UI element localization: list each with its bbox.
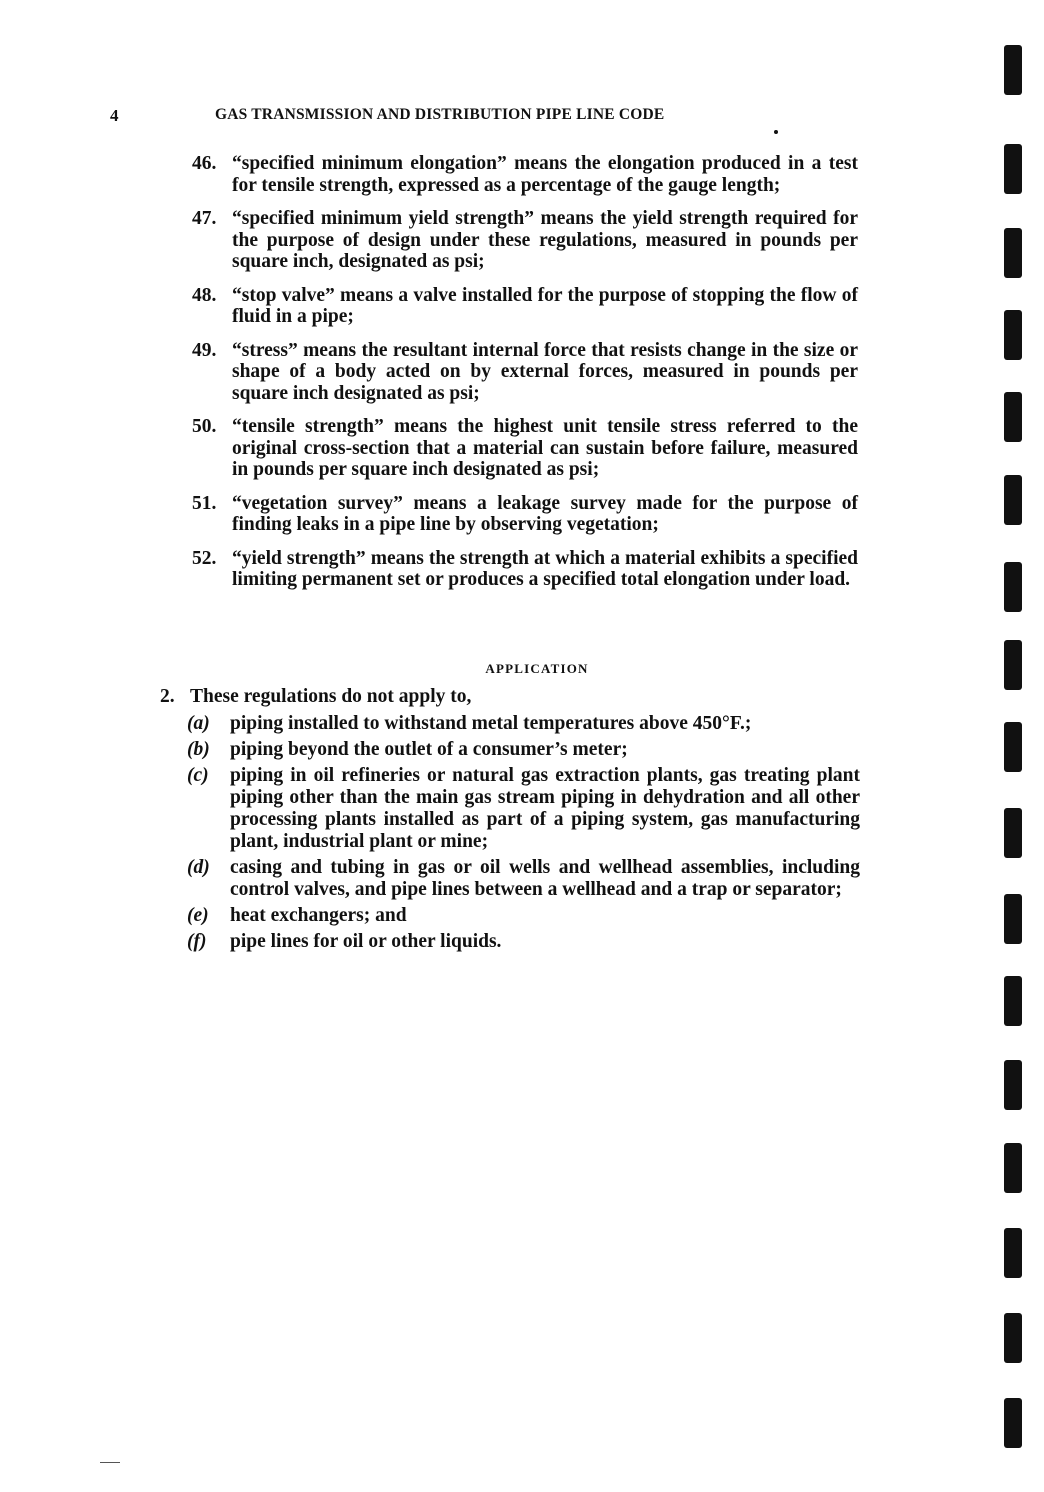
section-intro-text: These regulations do not apply to, <box>190 686 472 707</box>
definition-text: “yield strength” means the strength at which a material exhibits a specified limiting permanent set or produces a specified total elongation under load. <box>232 547 858 590</box>
definition-number: 46. <box>192 153 217 174</box>
clause-label: (a) <box>187 713 210 734</box>
definition-47 <box>192 208 858 273</box>
clause-d <box>187 857 860 901</box>
definition-number: 51. <box>192 492 217 514</box>
definition-text: “specified minimum elongation” means the elongation produced in a test for tensile strength, expressed as a percentage of the gauge length; <box>232 153 858 196</box>
clause-text: piping beyond the outlet of a consumer’s meter; <box>230 739 628 760</box>
binding-hole <box>1004 722 1022 772</box>
binding-hole <box>1004 310 1022 360</box>
clause-label: (d) <box>187 857 210 878</box>
section-intro <box>160 686 860 708</box>
binding-hole <box>1004 1313 1022 1363</box>
definition-50 <box>192 416 858 481</box>
clause-text: piping in oil refineries or natural gas extraction plants, gas treating plant piping other than the main gas stream piping in dehydration and all other processing plants installed as part of a piping system, gas manufacturing plant, industrial plant or mine; <box>230 765 860 852</box>
definition-48 <box>192 285 858 328</box>
binding-hole <box>1004 392 1022 442</box>
binding-hole <box>1004 808 1022 858</box>
definition-46 <box>192 153 858 196</box>
definition-number: 49. <box>192 339 217 361</box>
clause-label: (b) <box>187 739 210 760</box>
clause-list <box>187 713 860 953</box>
binding-hole <box>1004 640 1022 690</box>
binding-hole <box>1004 1228 1022 1278</box>
definition-text: “specified minimum yield strength” means the yield strength required for the purpose of design under these regulations, measured in pounds per square inch, designated as psi; <box>232 208 858 272</box>
page-number: 4 <box>110 106 119 125</box>
application-section <box>160 686 860 957</box>
stray-dot <box>774 130 778 134</box>
binding-hole <box>1004 144 1022 194</box>
clause-text: piping installed to withstand metal temperatures above 450°F.; <box>230 713 752 734</box>
clause-b <box>187 739 860 761</box>
definition-52 <box>192 548 858 591</box>
definition-49 <box>192 340 858 405</box>
clause-c <box>187 765 860 853</box>
definition-text: “vegetation survey” means a leakage survey made for the purpose of finding leaks in a pipe line by observing vegetation; <box>232 492 858 535</box>
definition-number: 52. <box>192 547 217 569</box>
definition-text: “stress” means the resultant internal force that resists change in the size or shape of a body acted on by external forces, measured in pounds per square inch designated as psi; <box>232 339 858 404</box>
clause-f <box>187 931 860 953</box>
definition-number: 48. <box>192 284 217 306</box>
definition-51 <box>192 493 858 536</box>
binding-hole <box>1004 894 1022 944</box>
clause-label: (f) <box>187 931 207 952</box>
definitions-list <box>192 153 858 603</box>
definition-text: “tensile strength” means the highest unit tensile stress referred to the original cross-section that a material can sustain before failure, measured in pounds per square inch designated as psi; <box>232 416 858 480</box>
binding-hole <box>1004 1143 1022 1193</box>
running-head: GAS TRANSMISSION AND DISTRIBUTION PIPE LINE CODE <box>215 106 665 123</box>
clause-label: (e) <box>187 905 209 926</box>
section-number: 2. <box>160 686 175 707</box>
definition-text: “stop valve” means a valve installed for the purpose of stopping the flow of fluid in a pipe; <box>232 284 858 327</box>
clause-a <box>187 713 860 735</box>
section-heading: APPLICATION <box>485 661 589 676</box>
binding-hole <box>1004 976 1022 1026</box>
binding-hole <box>1004 475 1022 525</box>
definition-number: 50. <box>192 416 217 437</box>
binding-hole <box>1004 1060 1022 1110</box>
clause-label: (c) <box>187 765 209 786</box>
footer-mark <box>100 1462 120 1463</box>
definition-number: 47. <box>192 208 217 229</box>
binding-hole <box>1004 45 1022 95</box>
clause-text: casing and tubing in gas or oil wells and wellhead assemblies, including control valves, and pipe lines between a wellhead and a trap or separator; <box>230 857 860 900</box>
binding-hole <box>1004 228 1022 278</box>
clause-text: heat exchangers; and <box>230 905 407 926</box>
clause-text: pipe lines for oil or other liquids. <box>230 931 502 952</box>
clause-e <box>187 905 860 927</box>
binding-hole <box>1004 1398 1022 1448</box>
binding-hole <box>1004 562 1022 612</box>
